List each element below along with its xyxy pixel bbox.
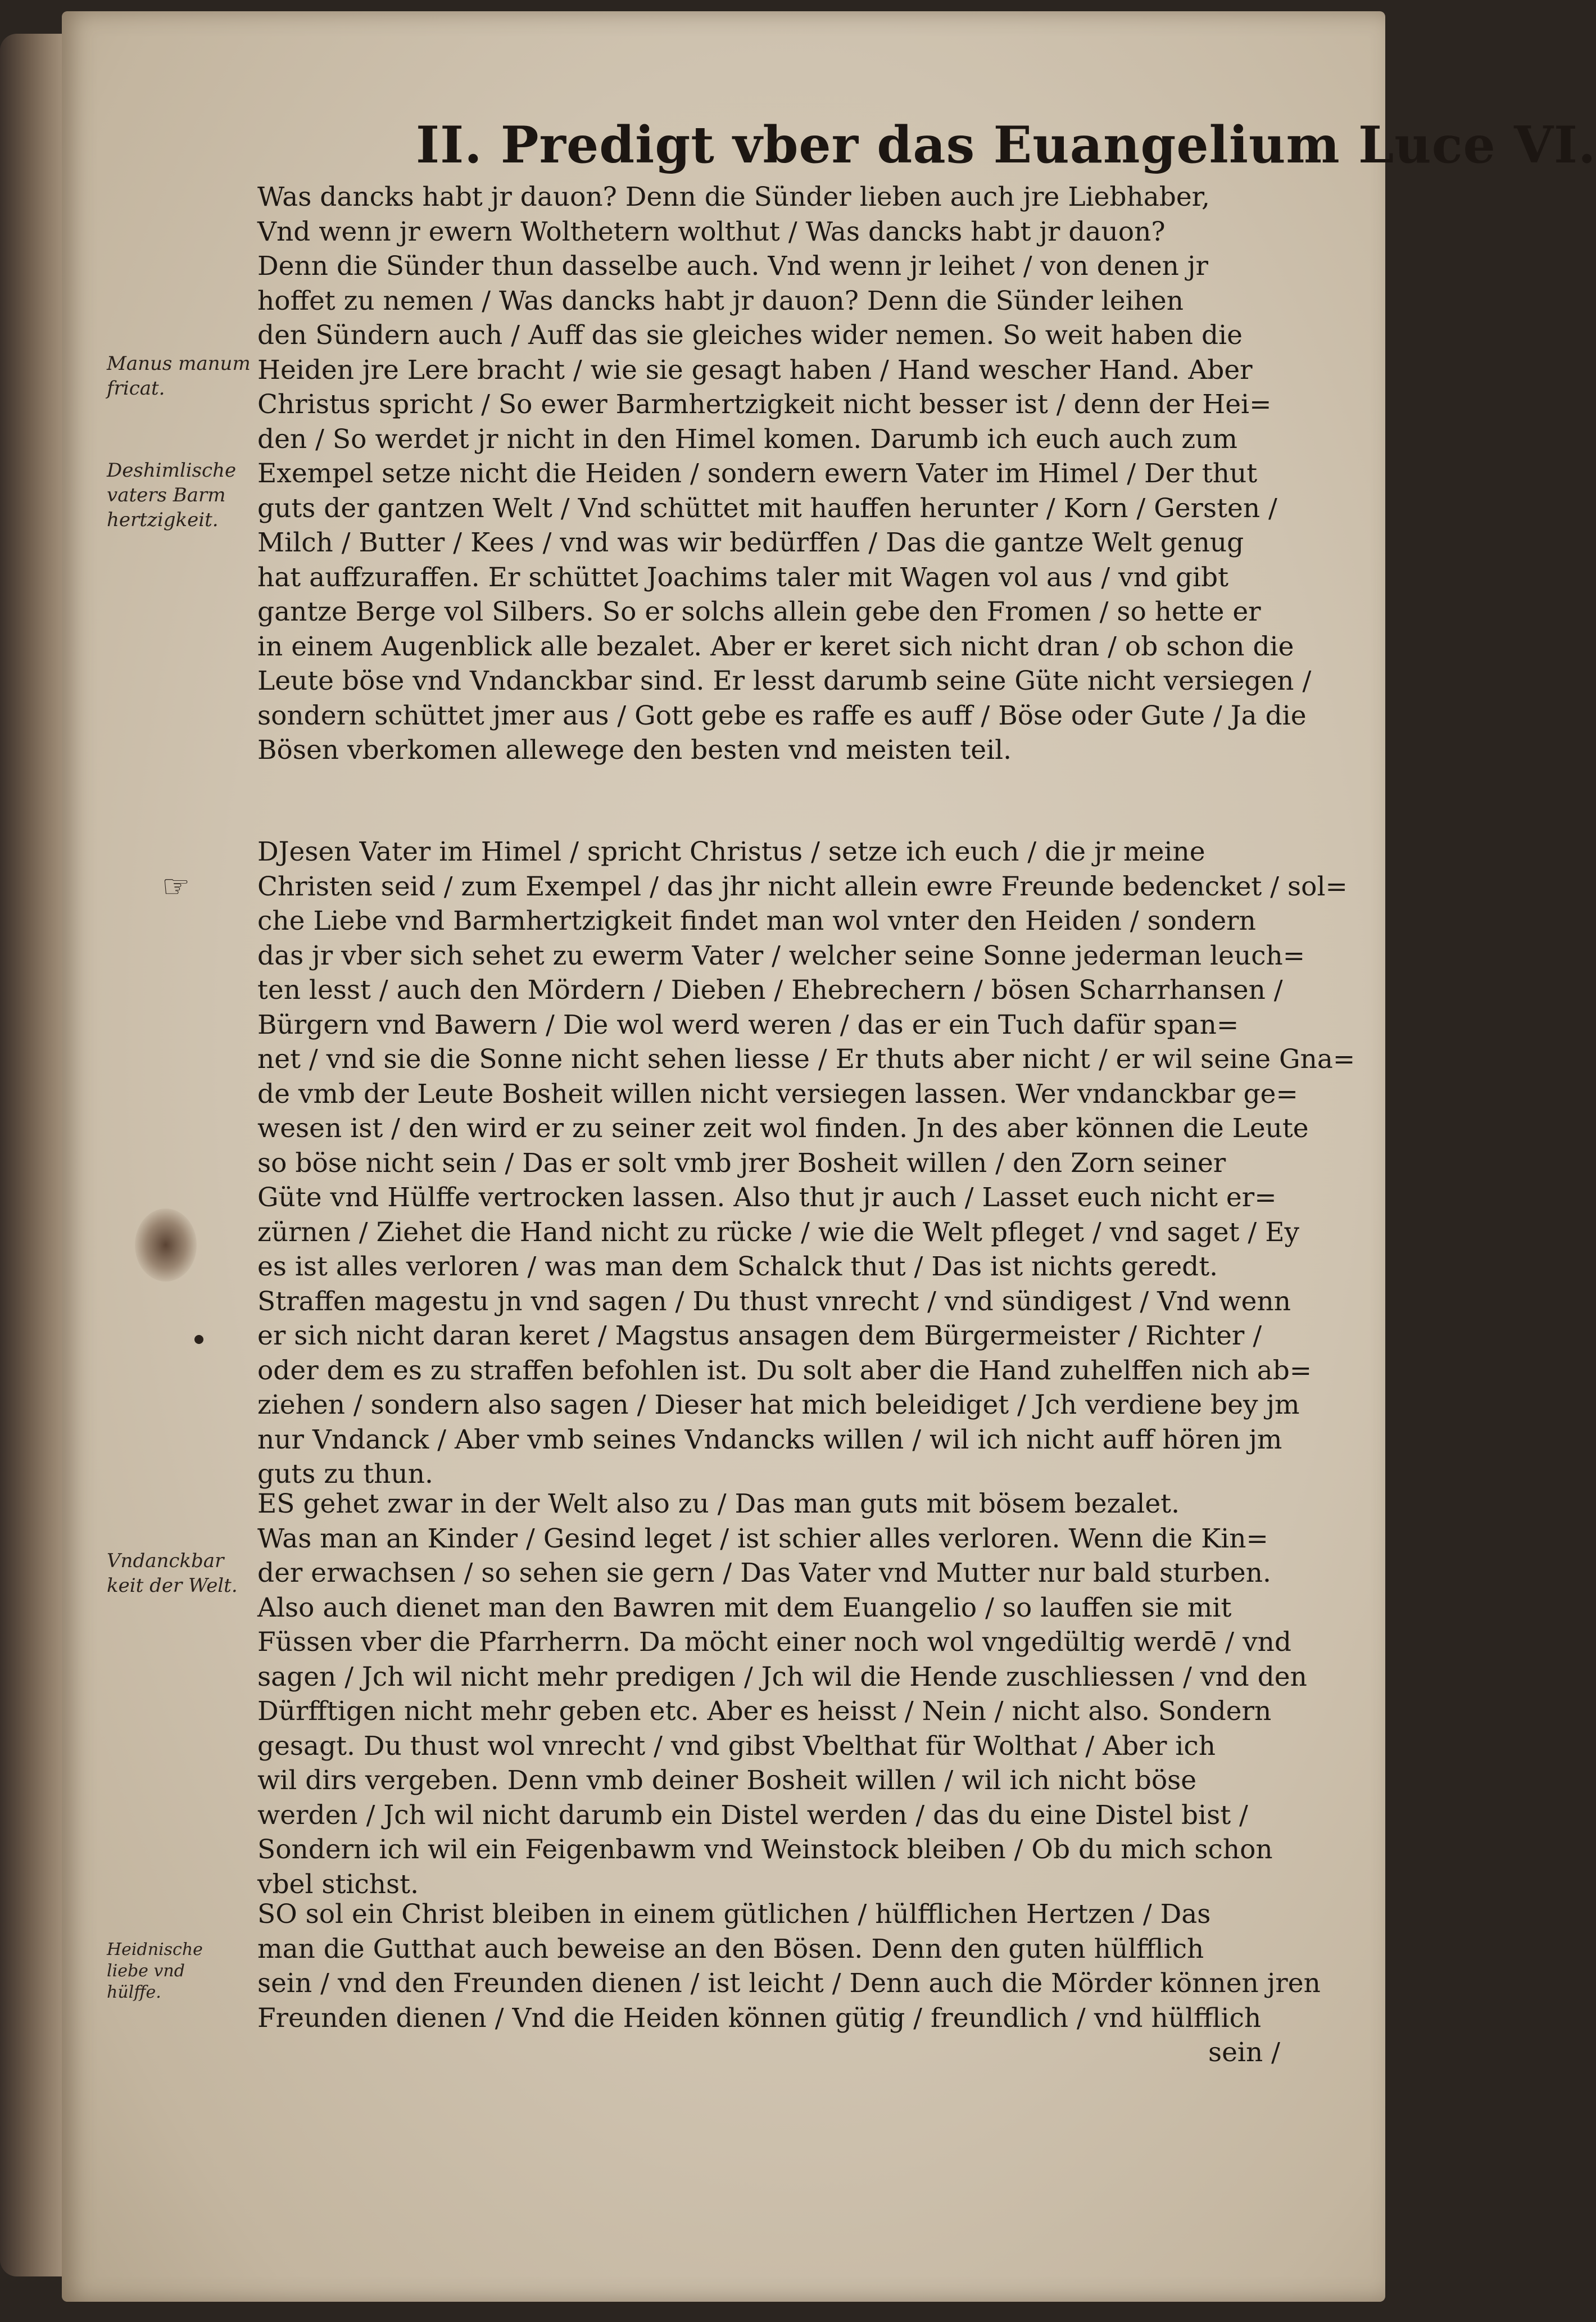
text-line: de vmb der Leute Bosheit willen nicht versiegen lassen. Wer vndanckbar ge= [257, 1078, 1298, 1110]
ink-stain [135, 1208, 197, 1282]
text-line: gantze Berge vol Silbers. So er solchs allein gebe den Fromen / so hette er [257, 596, 1261, 627]
text-line: Freunden dienen / Vnd die Heiden können gütig / freundlich / vnd hülfflich [257, 2002, 1262, 2034]
text-line: Denn die Sünder thun dasselbe auch. Vnd wenn jr leihet / von denen jr [257, 251, 1208, 282]
text-line: nur Vndanck / Aber vmb seines Vndancks willen / wil ich nicht auff hören jm [257, 1424, 1282, 1455]
text-line: gesagt. Du thust wol vnrecht / vnd gibst Vbelthat für Wolthat / Aber ich [257, 1730, 1216, 1762]
text-line: Füssen vber die Pfarrherrn. Da möcht einer noch wol vngedültig werdē / vnd [257, 1627, 1291, 1658]
text-line: das jr vber sich sehet zu ewerm Vater / welcher seine Sonne jederman leuch= [257, 940, 1305, 971]
text-line: werden / Jch wil nicht darumb ein Distel werden / das du eine Distel bist / [257, 1799, 1248, 1831]
text-line: Was dancks habt jr dauon? Denn die Sünder lieben auch jre Liebhaber, [257, 182, 1210, 212]
text-line: ziehen / sondern also sagen / Dieser hat mich beleidiget / Jch verdiene bey jm [257, 1389, 1300, 1420]
text-line: Bösen vberkomen allewege den besten vnd meisten teil. [257, 735, 1012, 766]
text-line: Christen seid / zum Exempel / das jhr nicht allein ewre Freunde bedencket / sol= [257, 871, 1348, 902]
text-line: so böse nicht sein / Das er solt vmb jrer Bosheit willen / den Zorn seiner [257, 1147, 1226, 1179]
text-line: SO sol ein Christ bleiben in einem gütlichen / hülfflichen Hertzen / Das [257, 1899, 1211, 1930]
text-line: Dürfftigen nicht mehr geben etc. Aber es heisst / Nein / nicht also. Sondern [257, 1696, 1272, 1727]
text-line: Sondern ich wil ein Feigenbawm vnd Weinstock bleiben / Ob du mich schon [257, 1834, 1273, 1865]
paragraph-3 [257, 1487, 1325, 1902]
text-line: sein / [1208, 2037, 1280, 2068]
text-line: Leute böse vnd Vndanckbar sind. Er lesst darumb seine Güte nicht versiegen / [257, 666, 1312, 696]
text-line: in einem Augenblick alle bezalet. Aber er keret sich nicht dran / ob schon die [257, 631, 1294, 662]
text-line: Heiden jre Lere bracht / wie sie gesagt haben / Hand wescher Hand. Aber [257, 354, 1253, 386]
margin-note-heidnische-liebe: Heidnische liebe vnd hülffe. [107, 1940, 203, 2002]
text-line: guts zu thun. [257, 1459, 433, 1490]
text-line: er sich nicht daran keret / Magstus ansagen dem Bürgermeister / Richter / [257, 1320, 1262, 1351]
text-line: Milch / Butter / Kees / vnd was wir bedürffen / Das die gantze Welt genug [257, 527, 1244, 558]
text-line: der erwachsen / so sehen sie gern / Das Vater vnd Mutter nur bald sturben. [257, 1558, 1271, 1588]
text-line: net / vnd sie die Sonne nicht sehen liesse / Er thuts aber nicht / er wil seine Gna= [257, 1044, 1355, 1075]
text-line: Vnd wenn jr ewern Wolthetern wolthut / Was dancks habt jr dauon? [257, 216, 1166, 247]
text-line: Güte vnd Hülffe vertrocken lassen. Also thut jr auch / Lasset euch nicht er= [257, 1182, 1277, 1213]
text-line: oder dem es zu straffen befohlen ist. Du solt aber die Hand zuhelffen nich ab= [257, 1355, 1312, 1386]
text-line: Straffen magestu jn vnd sagen / Du thust vnrecht / vnd sündigest / Vnd wenn [257, 1286, 1291, 1317]
text-line: hat auffzuraffen. Er schüttet Joachims taler mit Wagen vol aus / vnd gibt [257, 562, 1229, 593]
text-line: ten lesst / auch den Mördern / Dieben / Ehebrechern / bösen Scharrhansen / [257, 975, 1283, 1006]
text-line: sondern schüttet jmer aus / Gott gebe es raffe es auff / Böse oder Gute / Ja die [257, 700, 1307, 731]
paragraph-1 [257, 180, 1325, 768]
text-line: zürnen / Ziehet die Hand nicht zu rücke / wie die Welt pfleget / vnd saget / Ey [257, 1216, 1300, 1248]
text-line: Also auch dienet man den Bawren mit dem Euangelio / so lauffen sie mit [257, 1592, 1232, 1623]
text-line: Bürgern vnd Bawern / Die wol werd weren / das er ein Tuch dafür span= [257, 1009, 1239, 1040]
text-line: guts der gantzen Welt / Vnd schüttet mit hauffen herunter / Korn / Gersten / [257, 492, 1277, 524]
text-line: sagen / Jch wil nicht mehr predigen / Jch wil die Hende zuschliessen / vnd den [257, 1661, 1307, 1692]
text-line: wesen ist / den wird er zu seiner zeit wol finden. Jn des aber können die Leute [257, 1113, 1309, 1144]
book-page-edges [0, 34, 67, 2276]
running-header: II. Predigt vber das Euangelium Luce VI. [416, 115, 1596, 175]
text-line: Was man an Kinder / Gesind leget / ist schier alles verloren. Wenn die Kin= [257, 1523, 1268, 1554]
text-line: den / So werdet jr nicht in den Himel komen. Darumb ich euch auch zum [257, 423, 1237, 455]
pointing-hand-icon: ☞ [162, 868, 191, 905]
text-line: Christus spricht / So ewer Barmhertzigkeit nicht besser ist / denn der Hei= [257, 389, 1272, 420]
margin-note-himlische-vater: Deshimlische vaters Barm hertzigkeit. [107, 459, 237, 531]
paragraph-4 [257, 1897, 1325, 2070]
text-line: den Sündern auch / Auff das sie gleiches wider nemen. So weit haben die [257, 320, 1243, 351]
text-line: vbel stichst. [257, 1868, 419, 1900]
text-line: wil dirs vergeben. Denn vmb deiner Bosheit willen / wil ich nicht böse [257, 1765, 1197, 1796]
text-line: es ist alles verloren / was man dem Schalck thut / Das ist nichts geredt. [257, 1251, 1218, 1282]
text-line: hoffet zu nemen / Was dancks habt jr dauon? Denn die Sünder leihen [257, 285, 1184, 316]
text-line: che Liebe vnd Barmhertzigkeit findet man wol vnter den Heiden / sondern [257, 906, 1256, 936]
margin-note-manus-manum: Manus manum fricat. [107, 352, 251, 400]
text-line: ES gehet zwar in der Welt also zu / Das man guts mit bösem bezalet. [257, 1488, 1180, 1519]
margin-note-vndanckbarkeit: Vndanckbar keit der Welt. [107, 1550, 238, 1597]
text-line: sein / vnd den Freunden dienen / ist leicht / Denn auch die Mörder können jren [257, 1968, 1321, 1999]
text-line: man die Gutthat auch beweise an den Bösen. Denn den guten hülfflich [257, 1933, 1204, 1965]
text-line: Exempel setze nicht die Heiden / sondern ewern Vater im Himel / Der thut [257, 458, 1258, 489]
paragraph-2 [257, 835, 1355, 1492]
text-line: DJesen Vater im Himel / spricht Christus / setze ich euch / die jr meine [257, 836, 1205, 867]
ink-dot [194, 1335, 203, 1344]
